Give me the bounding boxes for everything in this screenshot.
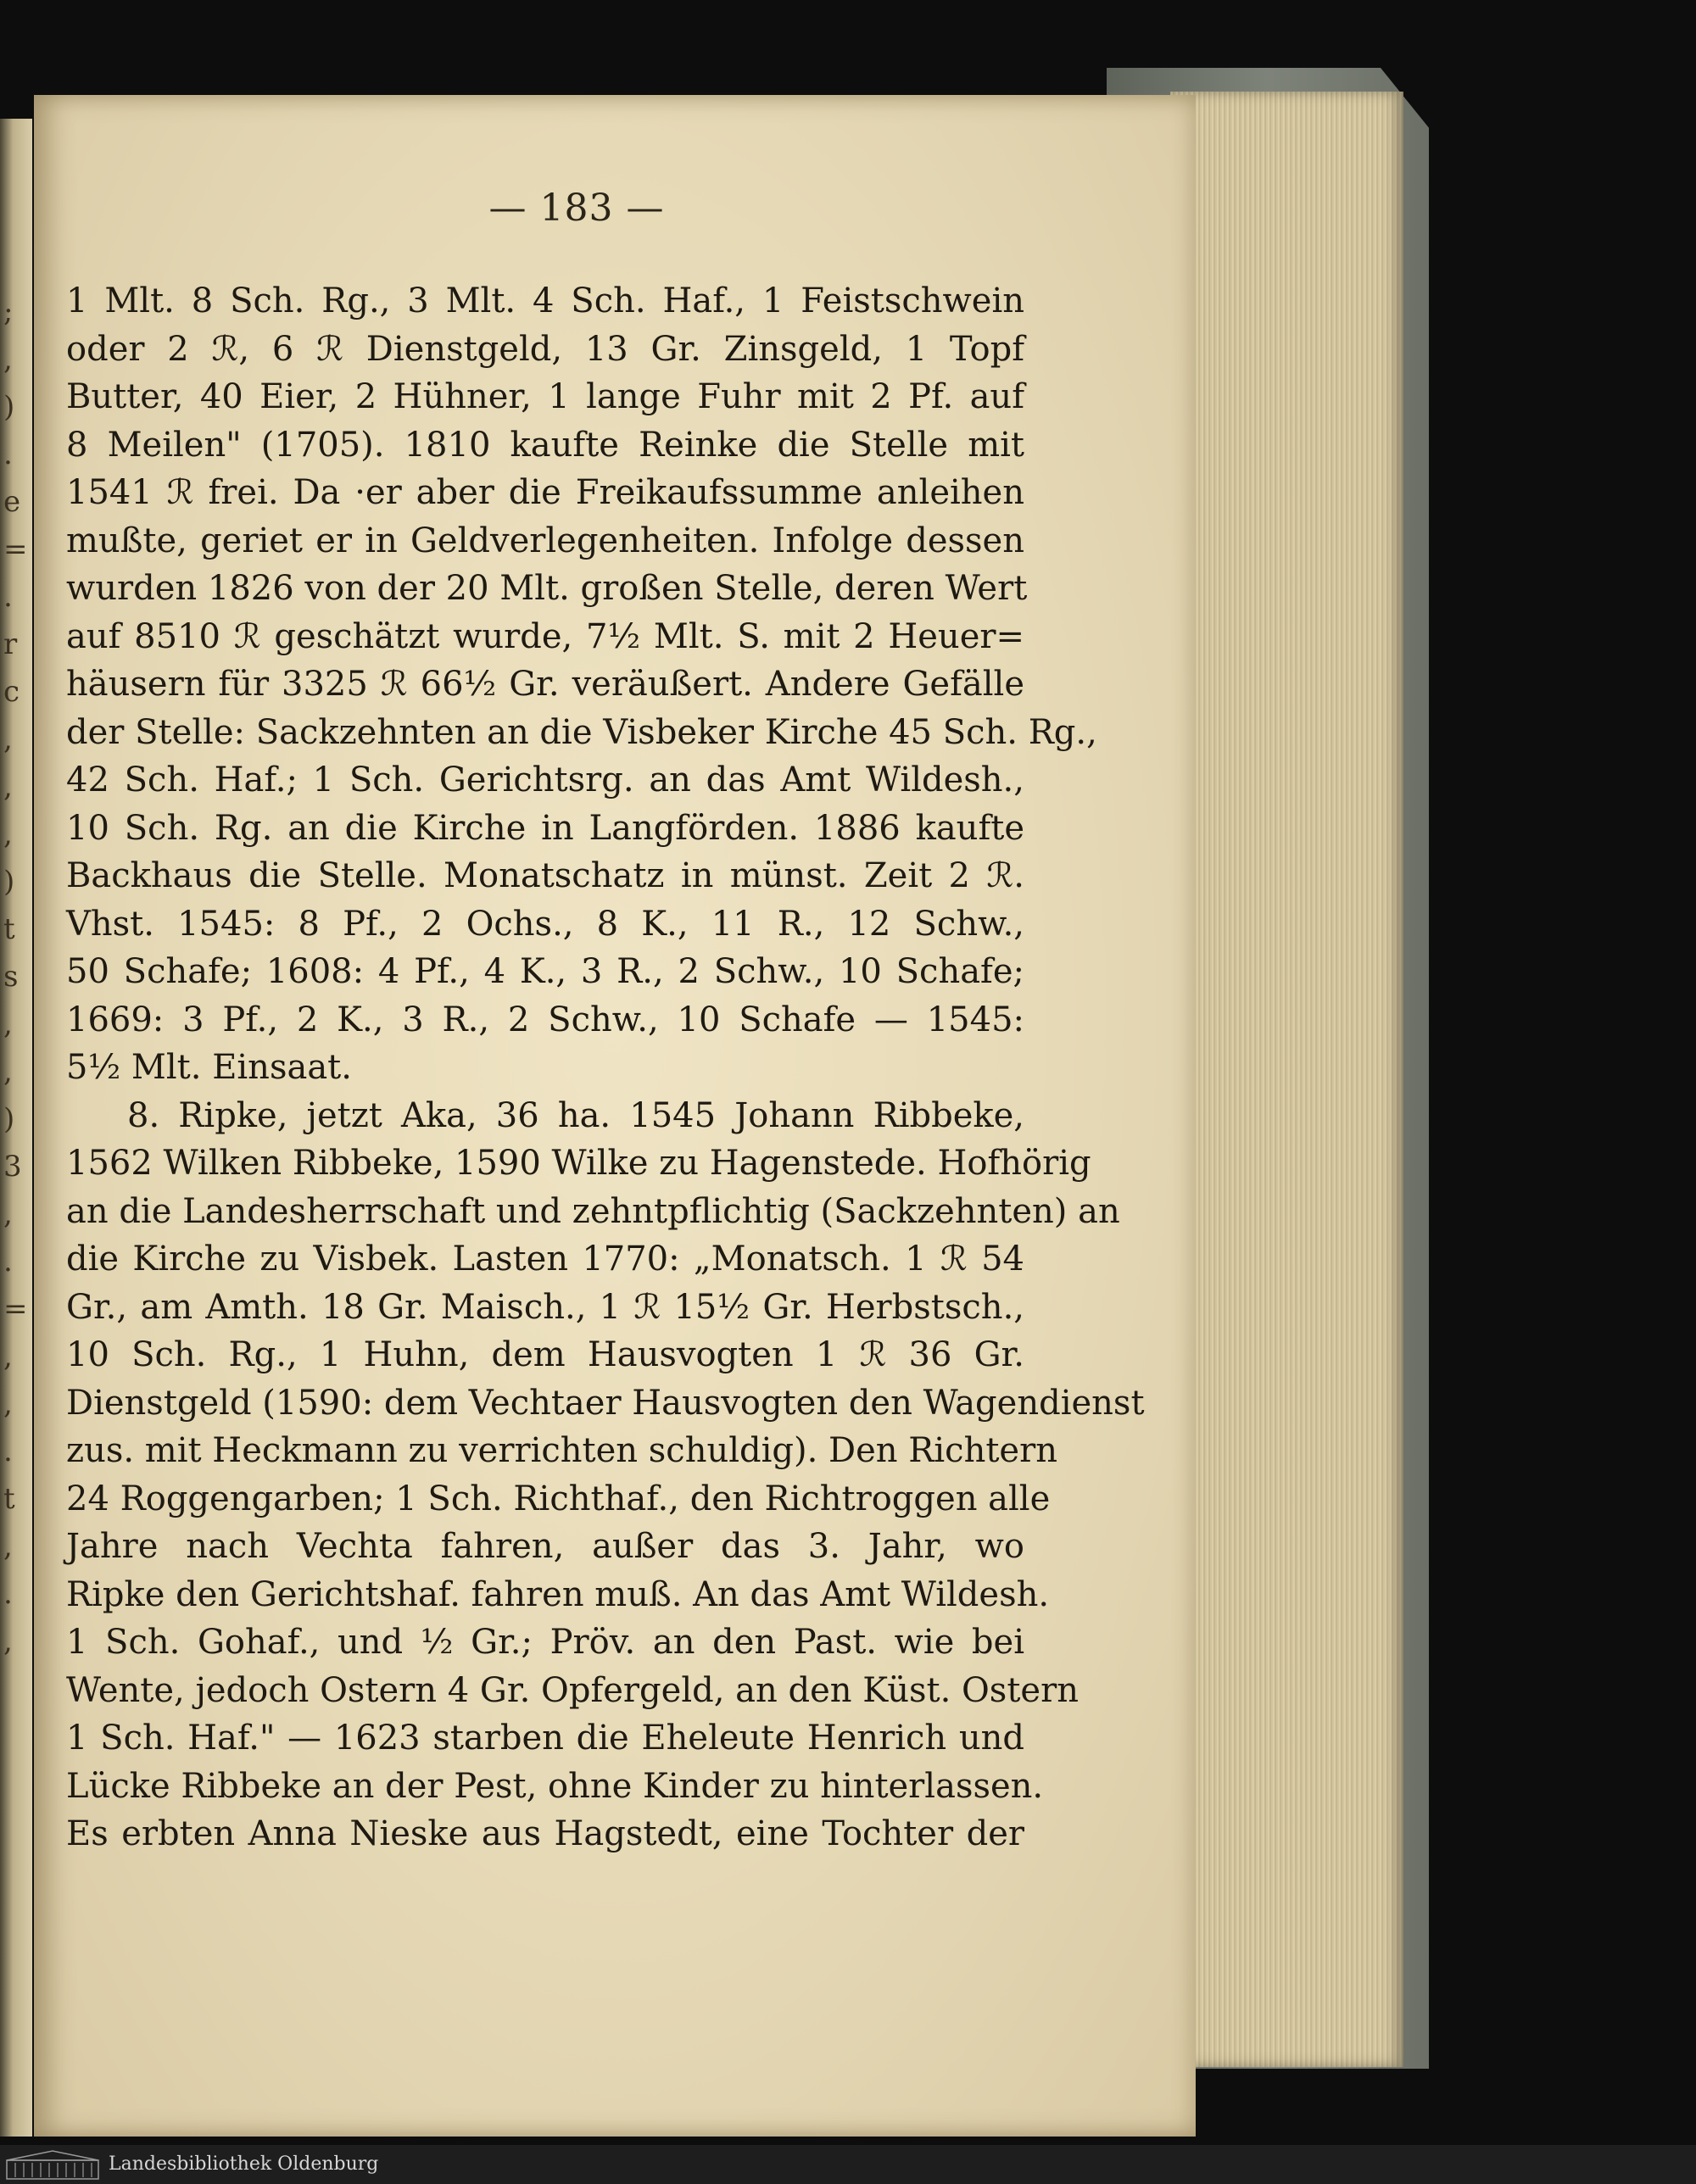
- margin-mark: .: [3, 1435, 13, 1468]
- text-line: an die Landesherrschaft und zehntpflichtig (Sackzehnten) an: [66, 1191, 1120, 1231]
- text-line: mußte, geriet er in Geldverlegenheiten. Infolge dessen: [66, 521, 1024, 560]
- text-line: 8. Ripke, jetzt Aka, 36 ha. 1545 Johann Ribbeke,: [127, 1095, 1024, 1135]
- page-stack-edge: [1170, 92, 1403, 2067]
- margin-mark: 3: [3, 1150, 22, 1184]
- library-building-icon: [5, 2148, 100, 2181]
- margin-mark: ,: [3, 343, 13, 376]
- margin-mark: ): [3, 1102, 15, 1136]
- margin-mark: r: [3, 627, 18, 661]
- margin-mark: ,: [3, 1624, 13, 1658]
- margin-mark: ): [3, 865, 15, 899]
- margin-mark: .: [3, 1245, 13, 1279]
- text-line: 42 Sch. Haf.; 1 Sch. Gerichtsrg. an das Amt Wildesh.,: [66, 760, 1024, 800]
- text-line: Ripke den Gerichtshaf. fahren muß. An das Amt Wildesh.: [66, 1574, 1050, 1614]
- text-line: 24 Roggengarben; 1 Sch. Richthaf., den Richtroggen alle: [66, 1479, 1051, 1518]
- text-line: auf 8510 ℛ geschätzt wurde, 7½ Mlt. S. mit 2 Heuer=: [66, 616, 1024, 656]
- book-page: [34, 95, 1196, 2137]
- page-number: — 183 —: [488, 187, 665, 230]
- text-line: Wente, jedoch Ostern 4 Gr. Opfergeld, an den Küst. Ostern: [66, 1670, 1079, 1710]
- margin-mark: ,: [3, 1055, 13, 1089]
- body-text: [66, 277, 1145, 1858]
- text-line: Lücke Ribbeke an der Pest, ohne Kinder zu hinterlassen.: [66, 1766, 1044, 1806]
- margin-mark: ,: [3, 1387, 13, 1421]
- margin-mark: =: [3, 532, 28, 566]
- text-line: 1 Sch. Haf." — 1623 starben die Eheleute Henrich und: [66, 1719, 1024, 1758]
- text-line: 10 Sch. Rg., 1 Huhn, dem Hausvogten 1 ℛ 36 Gr.: [66, 1335, 1024, 1374]
- margin-mark: ,: [3, 722, 13, 756]
- text-line: zus. mit Heckmann zu verrichten schuldig). Den Richtern: [66, 1431, 1057, 1470]
- margin-mark: =: [3, 1292, 28, 1326]
- left-page-margin-marks: [3, 288, 28, 1899]
- text-line: 8 Meilen" (1705). 1810 kaufte Reinke die Stelle mit: [66, 425, 1024, 465]
- text-line: Jahre nach Vechta fahren, außer das 3. Jahr, wo: [66, 1527, 1024, 1566]
- text-line: Butter, 40 Eier, 2 Hühner, 1 lange Fuhr mit 2 Pf. auf: [66, 377, 1024, 416]
- text-line: oder 2 ℛ, 6 ℛ Dienstgeld, 13 Gr. Zinsgeld, 1 Topf: [66, 329, 1024, 369]
- text-line: 5½ Mlt. Einsaat.: [66, 1048, 352, 1087]
- text-line: 50 Schafe; 1608: 4 Pf., 4 K., 3 R., 2 Schw., 10 Schafe;: [66, 952, 1024, 991]
- text-line: 1541 ℛ frei. Da ·er aber die Freikaufssumme anleihen: [66, 473, 1024, 512]
- text-line: Dienstgeld (1590: dem Vechtaer Hausvogten den Wagendienst: [66, 1383, 1145, 1423]
- margin-mark: ;: [3, 295, 14, 329]
- margin-mark: ,: [3, 1529, 13, 1563]
- margin-mark: s: [3, 960, 19, 994]
- text-line: die Kirche zu Visbek. Lasten 1770: „Monatsch. 1 ℛ 54: [66, 1240, 1024, 1279]
- left-page-edge: [0, 119, 32, 2137]
- margin-mark: .: [3, 580, 13, 614]
- text-line: 1562 Wilken Ribbeke, 1590 Wilke zu Hagenstede. Hofhörig: [66, 1144, 1091, 1183]
- text-line: 1 Mlt. 8 Sch. Rg., 3 Mlt. 4 Sch. Haf., 1 Feistschwein: [66, 281, 1024, 320]
- margin-mark: ,: [3, 1340, 13, 1373]
- margin-mark: .: [3, 1577, 13, 1611]
- text-line: Es erbten Anna Nieske aus Hagstedt, eine Tochter der: [66, 1814, 1024, 1853]
- text-line: Gr., am Amth. 18 Gr. Maisch., 1 ℛ 15½ Gr. Herbstsch.,: [66, 1287, 1024, 1327]
- text-line: häusern für 3325 ℛ 66½ Gr. veräußert. Andere Gefälle: [66, 665, 1024, 704]
- margin-mark: ,: [3, 770, 13, 804]
- margin-mark: ,: [3, 1197, 13, 1231]
- margin-mark: c: [3, 675, 20, 709]
- text-line: der Stelle: Sackzehnten an die Visbeker Kirche 45 Sch. Rg.,: [66, 712, 1097, 752]
- margin-mark: e: [3, 485, 21, 519]
- text-line: wurden 1826 von der 20 Mlt. großen Stelle, deren Wert: [66, 569, 1028, 608]
- text-line: 1669: 3 Pf., 2 K., 3 R., 2 Schw., 10 Schafe — 1545:: [66, 1000, 1024, 1039]
- footer-institution-name: Landesbibliothek Oldenburg: [109, 2153, 379, 2175]
- text-line: Backhaus die Stelle. Monatschatz in münst. Zeit 2 ℛ.: [66, 856, 1024, 895]
- margin-mark: t: [3, 912, 15, 946]
- margin-mark: ,: [3, 817, 13, 851]
- text-line: Vhst. 1545: 8 Pf., 2 Ochs., 8 K., 11 R., 12 Schw.,: [66, 904, 1024, 944]
- text-line: 10 Sch. Rg. an die Kirche in Langförden. 1886 kaufte: [66, 808, 1024, 848]
- margin-mark: .: [3, 437, 13, 471]
- margin-mark: ): [3, 390, 15, 424]
- margin-mark: ,: [3, 1007, 13, 1041]
- margin-mark: t: [3, 1482, 15, 1516]
- text-line: 1 Sch. Gohaf., und ½ Gr.; Pröv. an den Past. wie bei: [66, 1623, 1024, 1662]
